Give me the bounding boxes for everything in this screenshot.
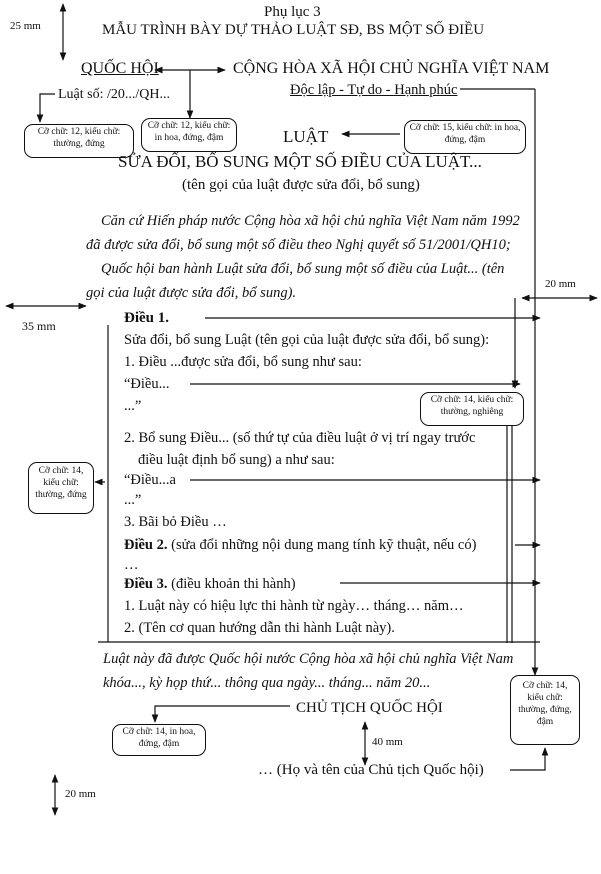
article-2 <box>124 537 476 554</box>
article-3-item-1: 1. Luật này có hiệu lực thi hành từ ngày… tháng… năm… <box>124 598 464 614</box>
national-title: CỘNG HÒA XÃ HỘI CHỦ NGHĨA VIỆT NAM <box>233 60 550 77</box>
note-box-issuer: Cỡ chữ: 12, kiểu chữ: in hoa, đứng, đậm <box>141 118 237 152</box>
quote-1-open: “Điều... <box>124 376 170 392</box>
margin-top-label: 25 mm <box>10 20 41 32</box>
note-box-left: Cỡ chữ: 14, kiểu chữ: thường, đứng <box>28 462 94 514</box>
quote-1-close: ...” <box>124 398 142 414</box>
closing-line-2: khóa..., kỳ họp thứ... thông qua ngày... tháng... năm 20... <box>103 675 431 691</box>
margin-left-label: 35 mm <box>22 319 56 333</box>
note-box-title: Cỡ chữ: 15, kiểu chữ: in hoa, đứng, đậm <box>404 120 526 154</box>
preamble-line-2: đã được sửa đổi, bổ sung một số điều theo Nghị quyết số 51/2001/QH10; <box>86 237 511 253</box>
article-3-title: Điều 3. <box>124 576 168 592</box>
article-3-item-2: 2. (Tên cơ quan hướng dẫn thi hành Luật này). <box>124 620 395 636</box>
signature-name: … (Họ và tên của Chủ tịch Quốc hội) <box>258 762 484 778</box>
preamble-line-1: Căn cứ Hiến pháp nước Cộng hòa xã hội chủ nghĩa Việt Nam năm 1992 <box>101 213 520 229</box>
article-1-title: Điều 1. <box>124 310 169 326</box>
article-1-item-1: 1. Điều ...được sửa đổi, bổ sung như sau: <box>124 354 362 370</box>
article-1-intro: Sửa đổi, bổ sung Luật (tên gọi của luật được sửa đổi, bổ sung): <box>124 332 490 348</box>
margin-bottom-label: 20 mm <box>65 788 96 800</box>
note-box-law-number: Cỡ chữ: 12, kiểu chữ: thường, đứng <box>24 124 134 158</box>
quote-2-close: ...” <box>124 492 142 508</box>
document-name: SỬA ĐỔI, BỔ SUNG MỘT SỐ ĐIỀU CỦA LUẬT... <box>118 152 482 171</box>
law-number: Luật số: /20.../QH... <box>58 87 170 102</box>
national-motto: Độc lập - Tự do - Hạnh phúc <box>290 82 458 98</box>
article-2-text: (sửa đổi những nội dung mang tính kỹ thuật, nếu có) <box>167 537 477 553</box>
article-1-item-2-line-1: 2. Bổ sung Điều... (số thứ tự của điều luật ở vị trí ngay trước <box>124 430 476 446</box>
article-3-text: (điều khoản thi hành) <box>167 576 296 592</box>
page-title: MẪU TRÌNH BÀY DỰ THẢO LUẬT SĐ, BS MỘT SỐ ĐIỀU <box>102 22 485 38</box>
margin-right-label: 20 mm <box>545 278 576 290</box>
article-2-ellipsis: … <box>124 557 139 573</box>
article-3 <box>124 576 296 593</box>
appendix-label: Phụ lục 3 <box>264 4 321 20</box>
document-subname: (tên gọi của luật được sửa đổi, bổ sung) <box>182 177 420 193</box>
quote-2-open: “Điều...a <box>124 472 176 488</box>
signature-gap-label: 40 mm <box>372 736 403 748</box>
preamble-line-4: gọi của luật được sửa đổi, bổ sung). <box>86 285 297 301</box>
signature-title: CHỦ TỊCH QUỐC HỘI <box>296 700 443 716</box>
closing-line-1: Luật này đã được Quốc hội nước Cộng hòa xã hội chủ nghĩa Việt Nam <box>103 651 514 667</box>
document-type: LUẬT <box>283 127 329 146</box>
preamble-line-3: Quốc hội ban hành Luật sửa đổi, bổ sung một số điều của Luật... (tên <box>101 261 505 277</box>
article-1-item-2-line-2: điều luật định bổ sung) a như sau: <box>138 452 335 468</box>
article-2-title: Điều 2. <box>124 537 168 553</box>
note-box-body: Cỡ chữ: 14, kiểu chữ: thường, nghiêng <box>420 392 524 426</box>
issuer-name: QUỐC HỘI <box>81 60 159 77</box>
note-box-signature: Cỡ chữ: 14, in hoa, đứng, đậm <box>112 724 206 756</box>
note-box-signature-name: Cỡ chữ: 14, kiểu chữ: thường, đứng, đậm <box>510 675 580 745</box>
article-1-item-3: 3. Bãi bỏ Điều … <box>124 514 227 530</box>
